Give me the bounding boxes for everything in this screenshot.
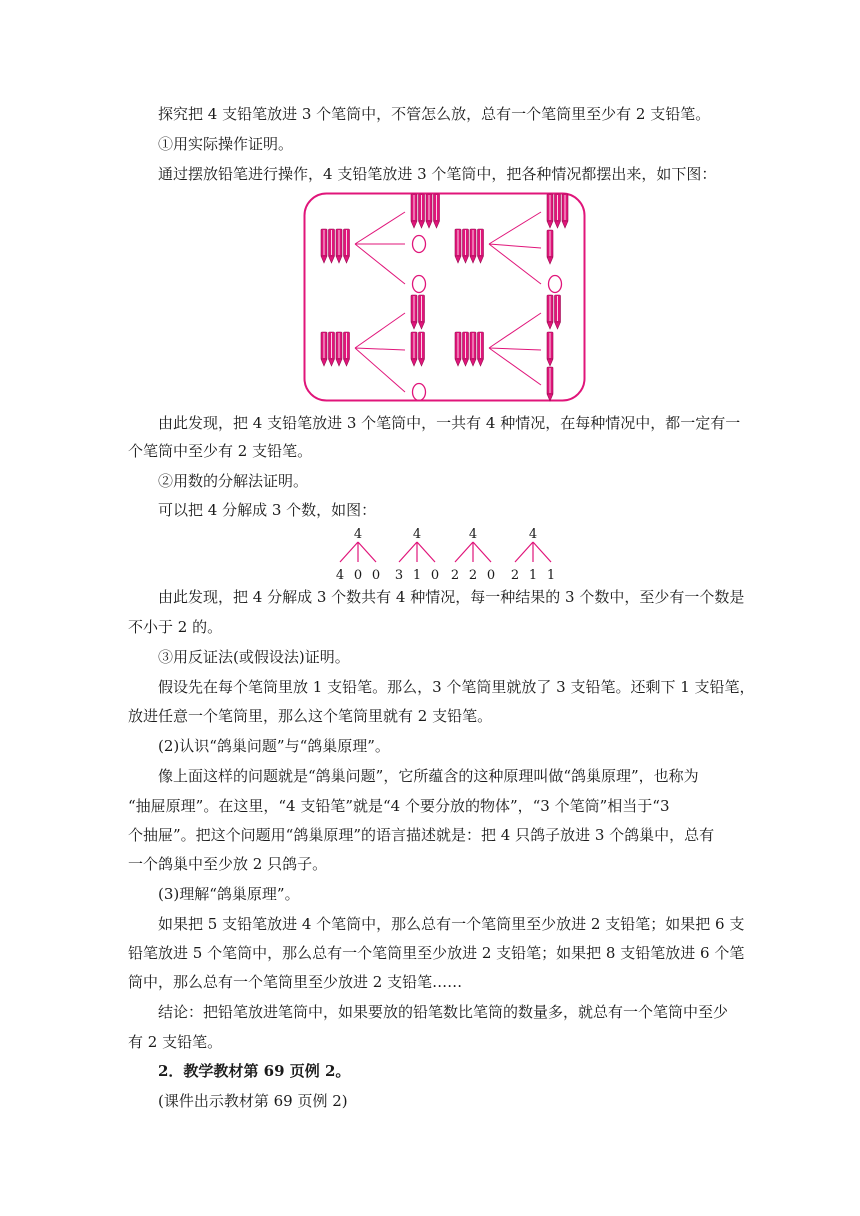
paragraph-line: ②用数的分解法证明。	[158, 472, 309, 490]
pencil-icon	[336, 229, 342, 263]
tree-leaf-number: 3	[394, 568, 404, 583]
pencil-icon	[547, 367, 553, 401]
pencil-icon	[411, 332, 417, 366]
paragraph-line: 探究把 4 支铅笔放进 3 个笔筒中，不管怎么放，总有一个笔筒里至少有 2 支铅笔。	[158, 105, 711, 123]
tree-branch-line	[533, 542, 551, 562]
pen-holder-icon	[413, 276, 426, 293]
pencil-icon	[478, 332, 484, 366]
paragraph-line: 可以把 4 分解成 3 个数，如图：	[158, 501, 377, 519]
pencil-icon	[411, 295, 417, 329]
pencil-arrangement-figure	[303, 192, 586, 402]
connector-line	[355, 348, 405, 392]
connector-line	[489, 348, 541, 385]
pen-holder-icon	[413, 236, 426, 253]
paragraph-line: 铅笔放进 5 个笔筒中，那么总有一个笔筒里至少放进 2 支铅笔；如果把 8 支铅笔放进 6 个笔	[128, 944, 745, 962]
tree-leaf-number: 1	[528, 568, 538, 583]
pencil-icon	[434, 194, 440, 228]
paragraph-line: 通过摆放铅笔进行操作，4 支铅笔放进 3 个笔筒中，把各种情况都摆出来，如下图：	[158, 165, 717, 183]
connector-line	[355, 212, 405, 244]
pencil-icon	[547, 194, 553, 228]
paragraph-line: (2)认识“鸽巢问题”与“鸽巢原理”。	[158, 737, 390, 755]
pencil-icon	[321, 229, 327, 263]
tree-top-number: 4	[528, 527, 538, 542]
connector-line	[355, 313, 405, 348]
tree-branch-line	[399, 542, 417, 562]
tree-leaf-number: 0	[371, 568, 381, 583]
paragraph-line: 由此发现，把 4 分解成 3 个数共有 4 种情况，每一种结果的 3 个数中，至少有一个数是	[158, 588, 745, 606]
pencil-icon	[344, 332, 350, 366]
tree-branch-line	[455, 542, 473, 562]
pencil-icon	[329, 229, 335, 263]
connector-line	[489, 244, 541, 248]
paragraph-line: 个笔筒中至少有 2 支铅笔。	[128, 442, 313, 460]
tree-branch-line	[417, 542, 435, 562]
tree-leaf-number: 4	[335, 568, 345, 583]
number-decomposition-figure	[332, 524, 560, 584]
pencil-icon	[555, 295, 561, 329]
tree-branch-line	[358, 542, 376, 562]
tree-leaf-number: 1	[412, 568, 422, 583]
connector-line	[489, 212, 541, 244]
pencil-icon	[547, 230, 553, 264]
connector-line	[489, 244, 541, 284]
pencil-icon	[321, 332, 327, 366]
pencil-icon	[562, 194, 568, 228]
pencil-icon	[419, 194, 425, 228]
paragraph-line: 一个鸽巢中至少放 2 只鸽子。	[128, 855, 328, 873]
paragraph-line: “抽屉原理”。在这里，“4 支铅笔”就是“4 个要分放的物体”，“3 个笔筒”相当于“3	[128, 797, 670, 815]
pencil-icon	[555, 194, 561, 228]
paragraph-line: ③用反证法(或假设法)证明。	[158, 648, 350, 666]
pencil-icon	[455, 332, 461, 366]
tree-top-number: 4	[412, 527, 422, 542]
connector-line	[355, 348, 405, 350]
paragraph-line: 有 2 支铅笔。	[128, 1033, 223, 1051]
pen-holder-icon	[549, 276, 562, 293]
tree-leaf-number: 0	[353, 568, 363, 583]
paragraph-line: (课件出示教材第 69 页例 2)	[158, 1092, 348, 1110]
paragraph-line: (3)理解“鸽巢原理”。	[158, 885, 300, 903]
pen-holder-icon	[413, 384, 426, 401]
tree-branch-line	[340, 542, 358, 562]
tree-leaf-number: 2	[468, 568, 478, 583]
paragraph-line: 像上面这样的问题就是“鸽巢问题”，它所蕴含的这种原理叫做“鸽巢原理”，也称为	[158, 767, 699, 785]
paragraph-line: 由此发现，把 4 支铅笔放进 3 个笔筒中，一共有 4 种情况，在每种情况中，都一定有一	[158, 414, 741, 432]
tree-leaf-number: 0	[430, 568, 440, 583]
paragraph-line: 放进任意一个笔筒里，那么这个笔筒里就有 2 支铅笔。	[128, 707, 493, 725]
pencil-icon	[478, 229, 484, 263]
pencil-icon	[463, 332, 469, 366]
pencil-icon	[411, 194, 417, 228]
pencil-icon	[419, 295, 425, 329]
connector-line	[489, 348, 541, 350]
pencil-icon	[463, 229, 469, 263]
paragraph-line: 个抽屉”。把这个问题用“鸽巢原理”的语言描述就是：把 4 只鸽子放进 3 个鸽巢中，总有	[128, 826, 715, 844]
pencil-icon	[455, 229, 461, 263]
pencil-icon	[344, 229, 350, 263]
paragraph-line: 如果把 5 支铅笔放进 4 个笔筒中，那么总有一个笔筒里至少放进 2 支铅笔；如果把 6 支	[158, 915, 745, 933]
paragraph-line: ①用实际操作证明。	[158, 135, 294, 153]
paragraph-line: 假设先在每个笔筒里放 1 支铅笔。那么，3 个笔筒里就放了 3 支铅笔。还剩下 1 支铅笔，	[158, 678, 755, 696]
pencil-icon	[547, 332, 553, 366]
paragraph-line: 筒中，那么总有一个笔筒里至少放进 2 支铅笔……	[128, 973, 463, 991]
tree-leaf-number: 1	[546, 568, 556, 583]
tree-leaf-number: 0	[486, 568, 496, 583]
paragraph-line: 不小于 2 的。	[128, 618, 223, 636]
pencil-icon	[470, 229, 476, 263]
pencil-icon	[419, 332, 425, 366]
tree-top-number: 4	[353, 527, 363, 542]
tree-branch-line	[473, 542, 491, 562]
connector-line	[355, 244, 405, 284]
connector-line	[489, 313, 541, 348]
pencil-icon	[336, 332, 342, 366]
pencil-icon	[329, 332, 335, 366]
section-heading: 2．教学教材第 69 页例 2。	[158, 1062, 351, 1080]
tree-top-number: 4	[468, 527, 478, 542]
tree-branch-line	[515, 542, 533, 562]
pencil-icon	[426, 194, 432, 228]
pencil-icon	[470, 332, 476, 366]
paragraph-line: 结论：把铅笔放进笔筒中，如果要放的铅笔数比笔筒的数量多，就总有一个笔筒中至少	[158, 1003, 729, 1021]
pencil-icon	[547, 295, 553, 329]
tree-leaf-number: 2	[450, 568, 460, 583]
tree-leaf-number: 2	[510, 568, 520, 583]
